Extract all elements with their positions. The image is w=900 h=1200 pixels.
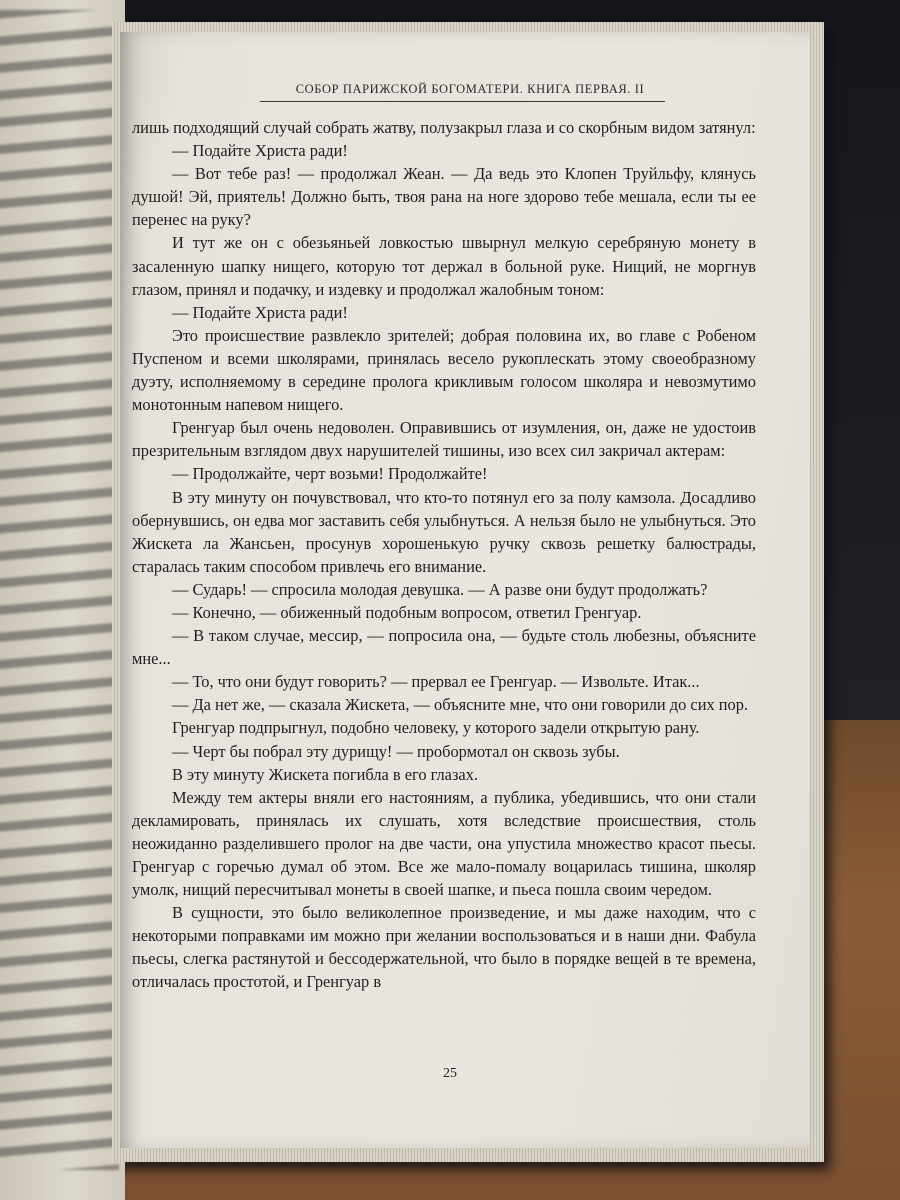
paragraph: Между тем актеры вняли его настояниям, а публика, убедившись, что они стали декламировать, принялась их слушать, хотя вследствие происшествия, столь неожиданно разделившего пролог на две части, она упустила множество красот пьесы. Гренгуар с горечью думал об этом. Все же мало-помалу воцарилась тишина, школяр умолк, нищий пересчитывал монеты в своей шапке, и пьеса пошла своим чередом. <box>132 787 756 900</box>
dialogue-line: — Да нет же, — сказала Жискета, — объясните мне, что они говорили до сих пор. <box>172 695 749 715</box>
paragraph: Гренгуар был очень недоволен. Оправившись от изумления, он, даже не удостоив презрительным взглядом двух нарушителей тишины, изо всех сил закричал актерам: <box>132 418 756 461</box>
paragraph: Гренгуар подпрыгнул, подобно человеку, у которого задели открытую рану. <box>172 718 700 738</box>
running-head: СОБОР ПАРИЖСКОЙ БОГОМАТЕРИ. КНИГА ПЕРВАЯ. II <box>295 82 645 96</box>
dialogue-line: — Сударь! — спросила молодая девушка. — А разве они будут продолжать? <box>172 579 708 599</box>
dialogue-line: — Продолжайте, черт возьми! Продолжайте! <box>172 464 488 484</box>
dialogue-line: — В таком случае, мессир, — попросила она, — будьте столь любезны, объясните мне... <box>132 626 756 669</box>
book-page <box>120 32 810 1148</box>
paragraph: В эту минуту он почувствовал, что кто-то потянул его за полу камзола. Досадливо обернувшись, он едва мог заставить себя улыбнуться. А нельзя было не улыбнуться. Это Жискета ла Жансьен, просунув хорошенькую ручку сквозь решетку балюстрады, старалась таким способом привлечь его внимание. <box>132 487 756 576</box>
dialogue-line: — Конечно, — обиженный подобным вопросом, ответил Гренгуар. <box>172 602 642 622</box>
dialogue-line: — Черт бы побрал эту дурищу! — пробормотал он сквозь зубы. <box>172 741 620 761</box>
page-body <box>132 116 756 994</box>
page-number: 25 <box>443 1066 457 1081</box>
facing-page-text-blur <box>0 10 119 1170</box>
dialogue-line: — Подайте Христа ради! <box>172 302 348 322</box>
paragraph: В сущности, это было великолепное произведение, и мы даже находим, что с некоторыми поправками им можно при желании воспользоваться и в наши дни. Фабула пьесы, слегка растянутой и бессодержательной, что было в порядке вещей в те времена, отличалась простотой, и Гренгуар в <box>132 903 756 992</box>
paragraph: В эту минуту Жискета погибла в его глазах. <box>172 764 479 784</box>
facing-page-edge <box>0 0 125 1200</box>
dialogue-line: — То, что они будут говорить? — прервал ее Гренгуар. — Извольте. Итак... <box>172 672 700 692</box>
paragraph: лишь подходящий случай собрать жатву, полузакрыл глаза и со скорбным видом затянул: <box>132 118 756 137</box>
paragraph: Это происшествие развлекло зрителей; добрая половина их, во главе с Робеном Пуспеном и всеми школярами, принялась весело рукоплескать этому своеобразному дуэту, исполняемому в середине пролога крикливым голосом школяра и невозмутимо монотонным напевом нищего. <box>132 325 756 415</box>
dialogue-line: — Подайте Христа ради! <box>172 141 348 161</box>
running-head-rule <box>260 101 665 102</box>
paragraph: И тут же он с обезьяньей ловкостью швырнул мелкую серебряную монету в засаленную шапку нищего, которую тот держал в больной руке. Нищий, не моргнув глазом, принял и подачку, и издевку и продолжал жалобным тоном: <box>132 233 756 299</box>
dialogue-line: — Вот тебе раз! — продолжал Жеан. — Да ведь это Клопен Труйльфу, клянусь душой! Эй, приятель! Должно быть, твоя рана на ноге здорово тебе мешала, если ты ее перенес на руку? <box>132 164 756 230</box>
